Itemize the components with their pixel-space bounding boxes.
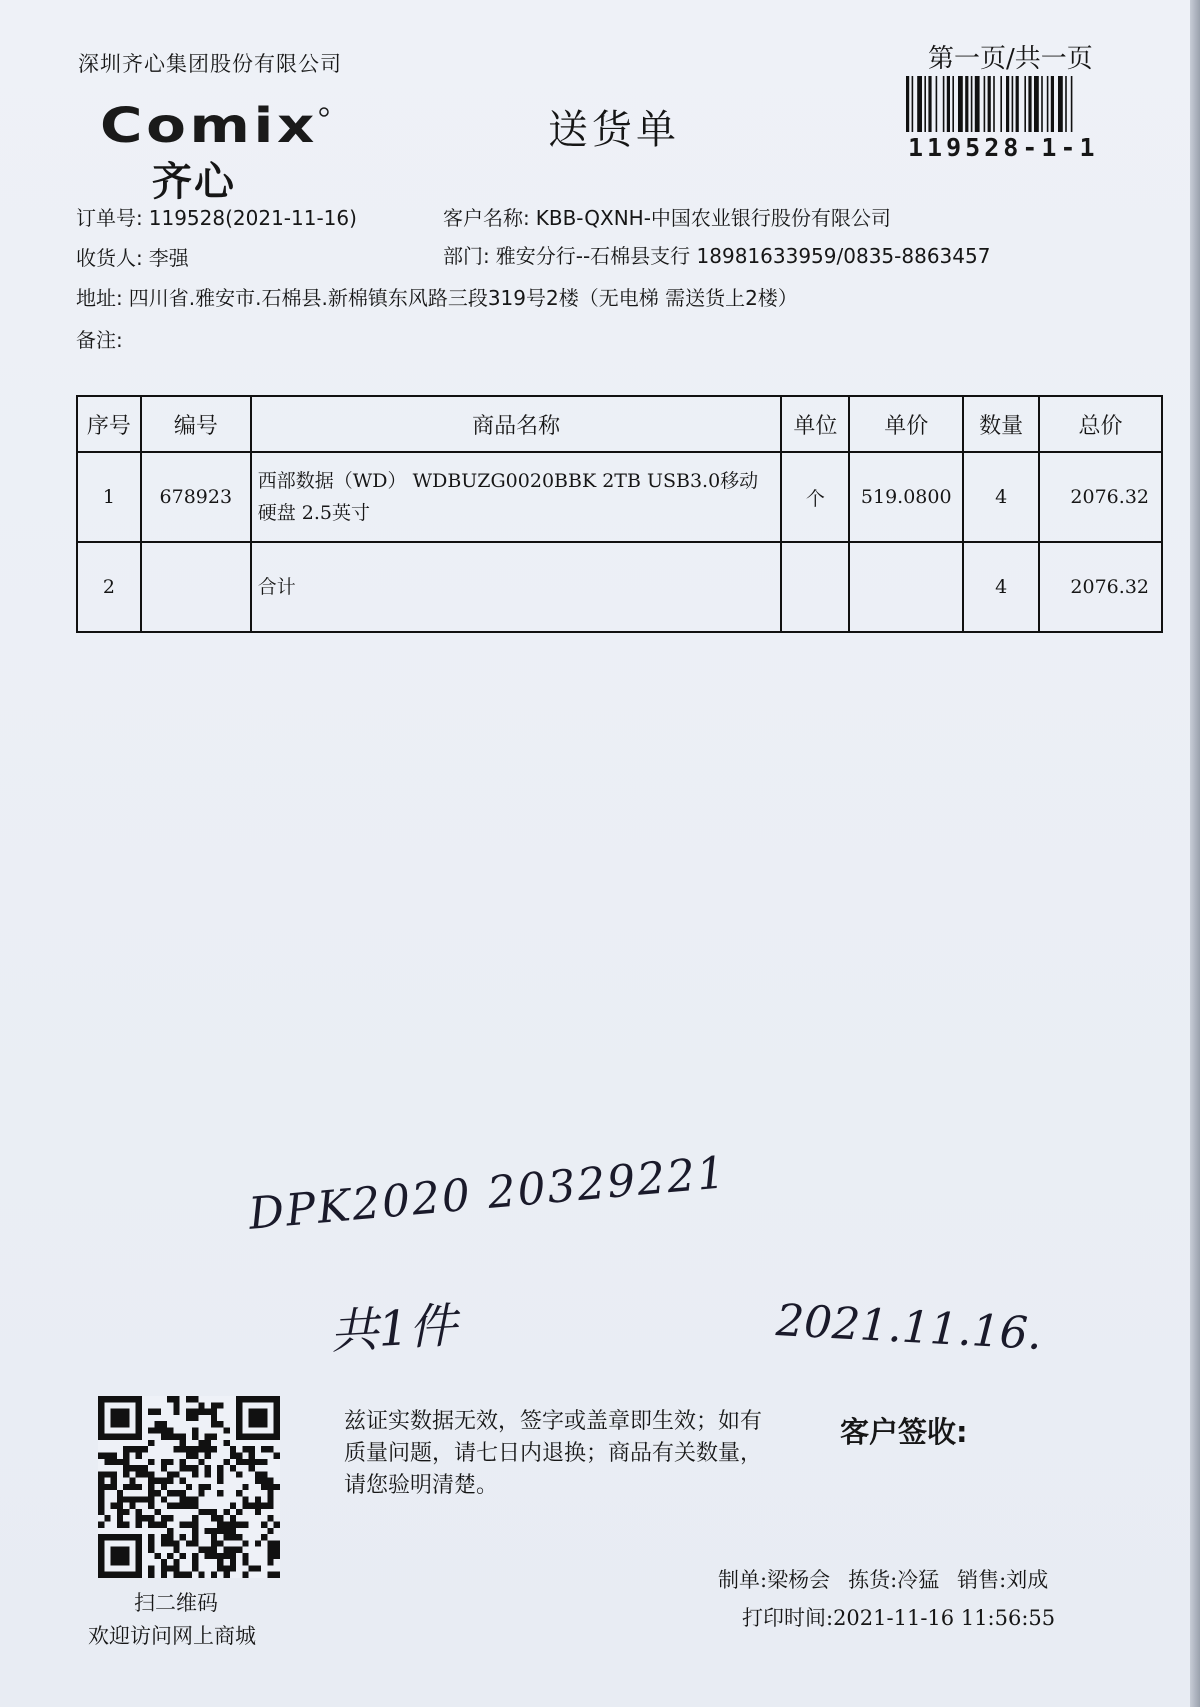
company-name: 深圳齐心集团股份有限公司 <box>78 52 342 76</box>
qr-caption-visit: 欢迎访问网上商城 <box>88 1624 256 1648</box>
header-seq: 序号 <box>77 396 141 452</box>
page-indicator: 第一页/共一页 <box>928 44 1093 74</box>
cell-total: 2076.32 <box>1039 542 1162 632</box>
cell-unit-price <box>849 542 963 632</box>
remark-label: 备注: <box>76 328 123 352</box>
table-header-row <box>77 396 1162 452</box>
comix-logo <box>100 102 330 150</box>
receiver-label: 收货人: <box>76 246 143 270</box>
staff-info <box>718 1564 1066 1594</box>
cell-code <box>141 542 251 632</box>
cell-total: 2076.32 <box>1039 452 1162 542</box>
header-unit-price: 单价 <box>849 396 963 452</box>
header-total: 总价 <box>1039 396 1162 452</box>
cell-unit <box>781 542 849 632</box>
header-unit: 单位 <box>781 396 849 452</box>
table-row <box>77 452 1162 542</box>
address-label: 地址: <box>76 286 123 310</box>
header-quantity: 数量 <box>963 396 1039 452</box>
logo-chinese-text: 齐心 <box>152 159 236 205</box>
sales: 销售:刘成 <box>957 1568 1049 1592</box>
cell-quantity: 4 <box>963 542 1039 632</box>
receiver-field <box>76 242 189 271</box>
logo-wordmark: Comix <box>100 102 318 150</box>
cell-product-name: 合计 <box>251 542 782 632</box>
document-title: 送货单 <box>548 107 680 153</box>
department-field <box>443 240 990 269</box>
address-field <box>76 282 798 311</box>
handwritten-asset-code: DPK2020 20329221 <box>246 1147 729 1240</box>
remark-field <box>76 324 129 353</box>
print-time: 打印时间:2021-11-16 11:56:55 <box>742 1606 1056 1630</box>
items-table <box>76 395 1163 633</box>
department-label: 部门: <box>443 244 490 268</box>
maker: 制单:梁杨会 <box>718 1568 831 1592</box>
header-code: 编号 <box>141 396 251 452</box>
cell-code: 678923 <box>141 452 251 542</box>
cell-unit-price: 519.0800 <box>849 452 963 542</box>
barcode <box>906 76 1120 132</box>
address-value: 四川省.雅安市.石棉县.新棉镇东风路三段319号2楼（无电梯 需送货上2楼） <box>128 286 798 310</box>
customer-value: KBB-QXNH-中国农业银行股份有限公司 <box>535 206 891 230</box>
qr-code <box>98 1396 280 1578</box>
qr-caption-scan: 扫二维码 <box>134 1591 218 1615</box>
cell-seq: 1 <box>77 452 141 542</box>
cell-quantity: 4 <box>963 452 1039 542</box>
customer-field <box>443 202 891 231</box>
handwritten-date: 2021.11.16. <box>774 1295 1044 1360</box>
order-number-field <box>76 202 357 231</box>
picker: 拣货:冷猛 <box>848 1568 940 1592</box>
delivery-notice: 兹证实数据无效，签字或盖章即生效；如有质量问题，请七日内退换；商品有关数量，请您验明清楚。 <box>344 1409 763 1498</box>
barcode-number: 119528-1-1 <box>908 133 1099 162</box>
customer-label: 客户名称: <box>443 206 530 230</box>
order-number-label: 订单号: <box>76 206 143 230</box>
paper-edge-shadow <box>1190 0 1200 1707</box>
receiver-value: 李强 <box>148 246 189 270</box>
cell-unit: 个 <box>781 452 849 542</box>
cell-seq: 2 <box>77 542 141 632</box>
cell-product-name: 西部数据（WD） WDBUZG0020BBK 2TB USB3.0移动硬盘 2.5英寸 <box>251 452 782 542</box>
order-number-value: 119528(2021-11-16) <box>148 206 357 230</box>
customer-signature-label: 客户签收: <box>840 1415 968 1449</box>
department-value: 雅安分行--石棉县支行 18981633959/0835-8863457 <box>495 244 991 268</box>
header-product-name: 商品名称 <box>251 396 782 452</box>
handwritten-item-count: 共1件 <box>328 1297 459 1361</box>
table-row <box>77 542 1162 632</box>
